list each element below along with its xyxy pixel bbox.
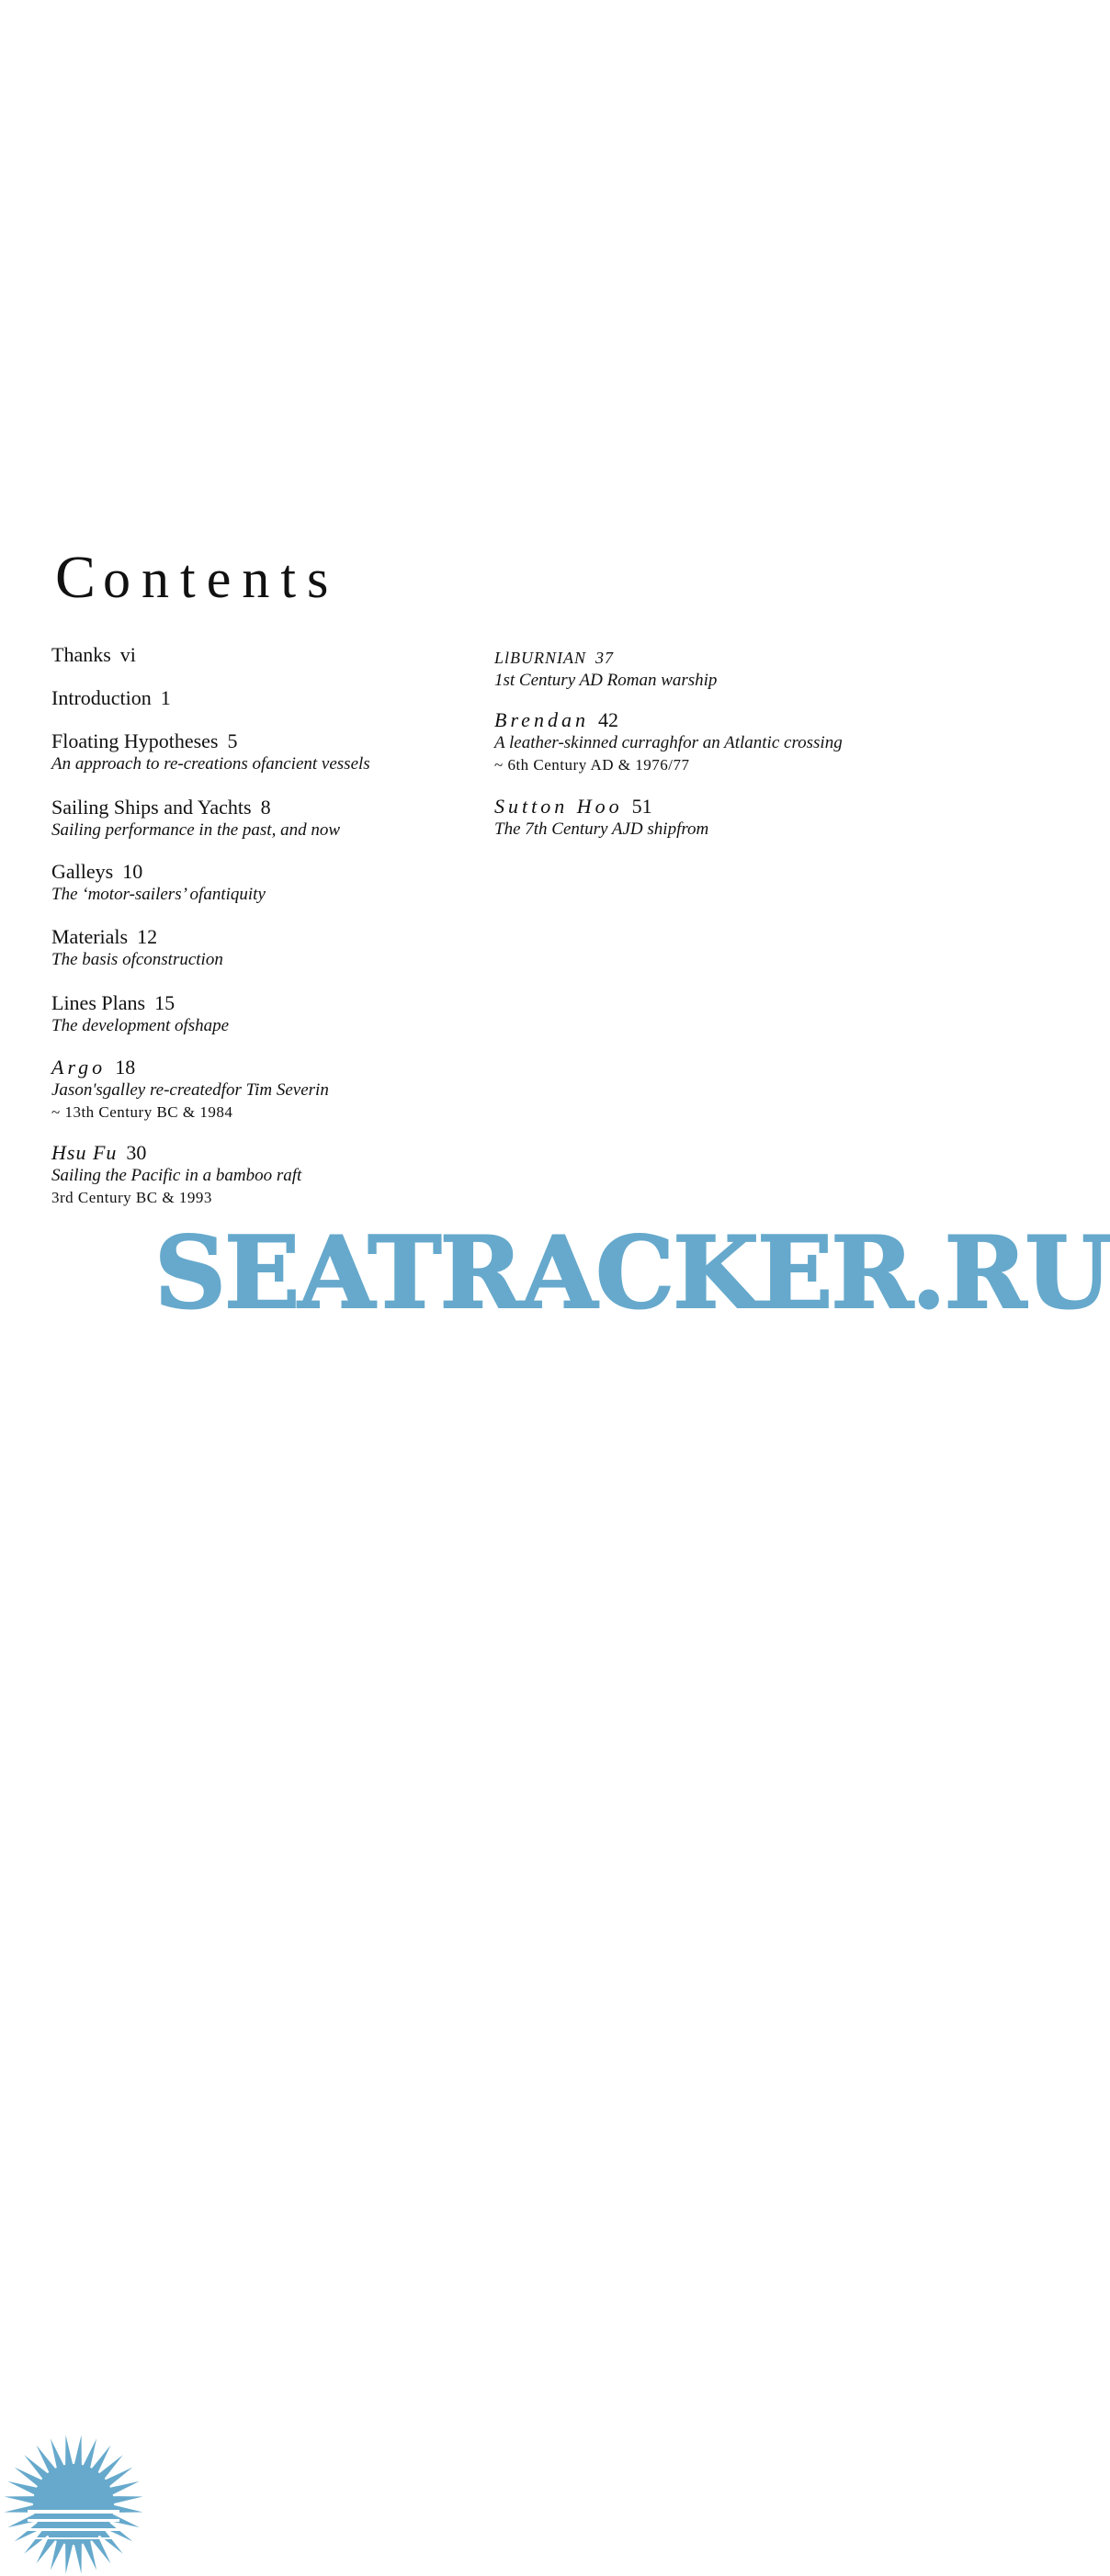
entry-title: Galleys xyxy=(51,860,114,883)
entry-subtitle: Sailing performance in the past, and now xyxy=(51,820,341,840)
entry-title: Materials xyxy=(51,925,129,948)
entry-page: 10 xyxy=(122,860,143,883)
entry-title: Introduction xyxy=(51,686,152,709)
entry-page: 15 xyxy=(154,991,176,1014)
toc-entry-introduction[interactable] xyxy=(51,686,171,710)
toc-entry-floating-hypotheses[interactable] xyxy=(51,729,370,775)
entry-title: Hsu Fu xyxy=(51,1141,118,1164)
watermark-text: SEATRACKER.RU xyxy=(154,1215,1110,1331)
entry-page: 1 xyxy=(160,686,171,709)
entry-date: ~ 6th Century AD & 1976/77 xyxy=(494,756,690,774)
entry-subtitle: 1st Century AD Roman warship xyxy=(494,671,718,690)
entry-date: 3rd Century BC & 1993 xyxy=(51,1189,212,1206)
toc-entry-thanks[interactable] xyxy=(51,643,136,667)
entry-title: Brendan xyxy=(494,708,589,731)
entry-title: LlBURNIAN xyxy=(494,649,587,667)
toc-entry-brendan[interactable] xyxy=(494,708,843,775)
entry-title: Sailing Ships and Yachts xyxy=(51,796,252,819)
entry-subtitle: Sailing the Pacific in a bamboo raft xyxy=(51,1166,302,1185)
page-title: Contents xyxy=(55,544,340,611)
entry-page: 8 xyxy=(260,796,271,819)
entry-date: ~ 13th Century BC & 1984 xyxy=(51,1103,233,1121)
entry-title: Argo xyxy=(51,1056,107,1079)
entry-subtitle: The 7th Century AJD shipfrom xyxy=(494,819,709,839)
entry-subtitle: An approach to re-creations ofancient vessels xyxy=(51,754,370,774)
toc-entry-materials[interactable] xyxy=(51,925,223,971)
entry-subtitle: The development ofshape xyxy=(51,1016,230,1035)
toc-entry-liburnian[interactable] xyxy=(494,645,717,692)
toc-entry-sutton-hoo[interactable] xyxy=(494,795,708,841)
entry-page: 37 xyxy=(595,649,615,667)
entry-page: 18 xyxy=(115,1056,136,1079)
entry-subtitle: A leather-skinned curraghfor an Atlantic crossing xyxy=(494,733,843,752)
entry-page: 5 xyxy=(227,729,238,752)
entry-page: vi xyxy=(119,643,136,666)
entry-title: Lines Plans xyxy=(51,991,146,1014)
toc-entry-lines-plans[interactable] xyxy=(51,991,229,1037)
toc-entry-hsu-fu[interactable] xyxy=(51,1141,301,1208)
toc-entry-galleys[interactable] xyxy=(51,860,266,906)
entry-page: 42 xyxy=(597,708,618,731)
entry-page: 12 xyxy=(137,925,158,948)
entry-subtitle: Jason'sgalley re-createdfor Tim Severin xyxy=(51,1080,329,1100)
entry-subtitle: The basis ofconstruction xyxy=(51,950,223,969)
entry-title: Floating Hypotheses xyxy=(51,729,219,752)
entry-title: Thanks xyxy=(51,643,111,666)
toc-entry-argo[interactable] xyxy=(51,1056,329,1123)
entry-subtitle: The ‘motor-sailers’ ofantiquity xyxy=(51,885,266,904)
sun-icon xyxy=(0,2438,147,2576)
entry-title: Sutton Hoo xyxy=(494,795,623,818)
entry-page: 30 xyxy=(126,1141,147,1164)
entry-page: 51 xyxy=(631,795,652,818)
toc-entry-sailing-ships[interactable] xyxy=(51,796,340,842)
